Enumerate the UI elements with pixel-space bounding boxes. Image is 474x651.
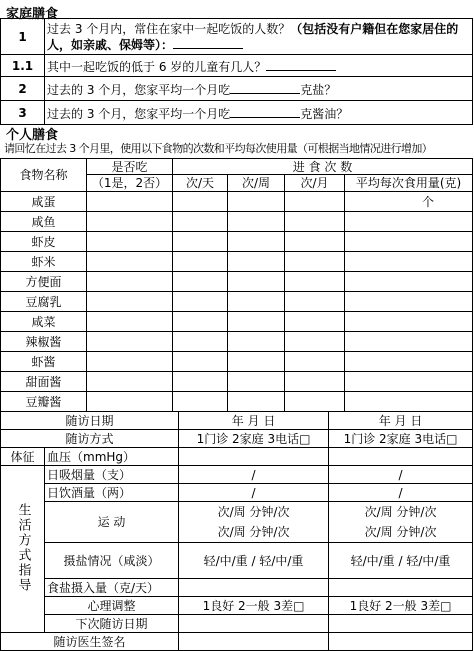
row-number: 3 (1, 101, 45, 125)
salt-value-1[interactable]: 轻/中/重 / 轻/中/重 (179, 543, 329, 579)
eaten-cell[interactable] (87, 232, 173, 252)
eaten-cell[interactable] (87, 252, 173, 272)
per-day-cell[interactable] (173, 272, 228, 292)
per-month-cell[interactable] (285, 272, 345, 292)
question-note: （包括没有户籍但在您家居住的人，如亲戚、保姆等）： (47, 21, 459, 52)
eaten-cell[interactable] (87, 312, 173, 332)
food-row (1, 212, 473, 232)
eaten-cell[interactable] (87, 332, 173, 352)
per-month-cell[interactable] (285, 192, 345, 212)
drink-value-2[interactable]: / (329, 484, 473, 502)
avg-amount-cell[interactable] (345, 392, 473, 412)
eaten-cell[interactable] (87, 212, 173, 232)
food-header-row-1 (1, 159, 473, 175)
per-day-cell[interactable] (173, 252, 228, 272)
food-name: 辣椒酱 (1, 332, 87, 352)
blood-pressure-row (1, 448, 473, 466)
food-row (1, 312, 473, 332)
per-week-cell[interactable] (228, 212, 285, 232)
salt-value-2[interactable]: 轻/中/重 / 轻/中/重 (329, 543, 473, 579)
answer-blank[interactable] (230, 105, 300, 118)
visit-date-2[interactable]: 年 月 日 (329, 412, 473, 430)
row-number: 2 (1, 77, 45, 101)
per-month-cell[interactable] (285, 232, 345, 252)
per-month-header: 次/月 (285, 175, 345, 192)
blood-pressure-1[interactable] (179, 448, 329, 466)
answer-blank[interactable] (173, 36, 243, 49)
household-row-1-1 (1, 55, 473, 77)
household-question-1-1[interactable] (45, 55, 473, 77)
household-row-1 (1, 19, 473, 55)
exercise-line: 次/周 分钟/次 (364, 525, 437, 539)
eaten-subheader: （1是，2否） (87, 175, 173, 192)
per-week-cell[interactable] (228, 292, 285, 312)
visit-method-label: 随访方式 (1, 430, 179, 448)
per-week-cell[interactable] (228, 312, 285, 332)
exercise-label: 运 动 (45, 502, 179, 543)
per-week-cell[interactable] (228, 272, 285, 292)
next-date-1[interactable] (179, 615, 329, 633)
per-month-cell[interactable] (285, 332, 345, 352)
per-day-cell[interactable] (173, 332, 228, 352)
salt-intake-2[interactable] (329, 579, 473, 597)
salt-intake-label: 食盐摄入量（克/天） (45, 579, 179, 597)
per-day-cell[interactable] (173, 312, 228, 332)
personal-section-title: 个人膳食 (6, 128, 59, 143)
salt-intake-1[interactable] (179, 579, 329, 597)
exercise-line: 次/周 分钟/次 (364, 505, 437, 519)
food-name: 豆腐乳 (1, 292, 87, 312)
per-month-cell[interactable] (285, 352, 345, 372)
exercise-line: 次/周 分钟/次 (217, 505, 290, 519)
eaten-cell[interactable] (87, 272, 173, 292)
per-month-cell[interactable] (285, 312, 345, 332)
mental-label: 心理调整 (45, 597, 179, 615)
salt-intake-row (1, 579, 473, 597)
drink-value-1[interactable]: / (179, 484, 329, 502)
avg-amount-cell[interactable] (345, 352, 473, 372)
eaten-cell[interactable] (87, 392, 173, 412)
smoke-label: 日吸烟量（支） (45, 466, 179, 484)
visit-method-row (1, 430, 473, 448)
salt-label: 摄盐情况（咸淡） (45, 543, 179, 579)
household-section-title: 家庭膳食 (6, 7, 59, 22)
per-week-cell[interactable] (228, 352, 285, 372)
eaten-cell[interactable] (87, 292, 173, 312)
eaten-cell[interactable] (87, 352, 173, 372)
household-table (0, 18, 473, 125)
row-number: 1.1 (1, 55, 45, 77)
mental-row (1, 597, 473, 615)
exercise-value-2[interactable] (329, 502, 473, 543)
food-row (1, 252, 473, 272)
food-row (1, 352, 473, 372)
per-week-cell[interactable] (228, 192, 285, 212)
food-name: 豆瓣酱 (1, 392, 87, 412)
food-row (1, 192, 473, 212)
food-row (1, 272, 473, 292)
frequency-header: 进 食 次 数 (173, 159, 473, 175)
mental-value-2[interactable]: 1良好 2一般 3差□ (329, 597, 473, 615)
next-date-label: 下次随访日期 (45, 615, 179, 633)
lifestyle-label: 生活方式指导 (15, 502, 31, 593)
food-name: 咸鱼 (1, 212, 87, 232)
food-row (1, 392, 473, 412)
mental-value-1[interactable]: 1良好 2一般 3差□ (179, 597, 329, 615)
followup-table (0, 411, 473, 651)
food-name: 虾皮 (1, 232, 87, 252)
household-row-3 (1, 101, 473, 125)
per-month-cell[interactable] (285, 212, 345, 232)
per-day-header: 次/天 (173, 175, 228, 192)
per-day-cell[interactable] (173, 392, 228, 412)
visit-method-1[interactable]: 1门诊 2家庭 3电话□ (179, 430, 329, 448)
eaten-cell[interactable] (87, 372, 173, 392)
question-suffix: 克酱油？ (300, 106, 349, 121)
avg-amount-cell[interactable] (345, 332, 473, 352)
avg-amount-cell[interactable] (345, 252, 473, 272)
avg-amount-cell[interactable] (345, 292, 473, 312)
food-row (1, 292, 473, 312)
visit-method-2[interactable]: 1门诊 2家庭 3电话□ (329, 430, 473, 448)
per-day-cell[interactable] (173, 192, 228, 212)
food-row (1, 332, 473, 352)
question-text: 过去的 3 个月，您家平均一个月吃 (47, 106, 231, 121)
visit-date-label: 随访日期 (1, 412, 179, 430)
smoke-value-2[interactable]: / (329, 466, 473, 484)
answer-blank[interactable] (230, 81, 300, 94)
next-date-row (1, 615, 473, 633)
food-name: 虾米 (1, 252, 87, 272)
avg-amount-header: 平均每次食用量(克) (345, 175, 473, 192)
per-week-cell[interactable] (228, 392, 285, 412)
food-row (1, 372, 473, 392)
smoke-row (1, 466, 473, 484)
avg-amount-cell[interactable] (345, 212, 473, 232)
food-name: 咸菜 (1, 312, 87, 332)
per-day-cell[interactable] (173, 352, 228, 372)
avg-amount-cell[interactable] (345, 232, 473, 252)
exercise-value-1[interactable] (179, 502, 329, 543)
salt-row (1, 543, 473, 579)
household-question-1[interactable] (45, 19, 473, 55)
eaten-header: 是否吃 (87, 159, 173, 175)
avg-amount-cell[interactable] (345, 312, 473, 332)
per-week-cell[interactable] (228, 332, 285, 352)
household-row-2 (1, 77, 473, 101)
question-suffix: 克盐？ (300, 82, 337, 97)
blood-pressure-2[interactable] (329, 448, 473, 466)
avg-amount-cell[interactable] (345, 272, 473, 292)
household-question-2[interactable] (45, 77, 473, 101)
food-name: 甜面酱 (1, 372, 87, 392)
smoke-value-1[interactable]: / (179, 466, 329, 484)
drink-row (1, 484, 473, 502)
visit-date-1[interactable]: 年 月 日 (179, 412, 329, 430)
avg-amount-cell[interactable] (345, 372, 473, 392)
per-day-cell[interactable] (173, 212, 228, 232)
food-name: 咸蛋 (1, 192, 87, 212)
question-text: 过去 3 个月内，常住在家中一起吃饭的人数？ (47, 21, 291, 36)
per-week-header: 次/周 (228, 175, 285, 192)
per-month-cell[interactable] (285, 252, 345, 272)
per-week-cell[interactable] (228, 232, 285, 252)
per-day-cell[interactable] (173, 372, 228, 392)
household-question-3[interactable] (45, 101, 473, 125)
per-month-cell[interactable] (285, 372, 345, 392)
per-week-cell[interactable] (228, 372, 285, 392)
food-name: 虾酱 (1, 352, 87, 372)
drink-label: 日饮酒量（两） (45, 484, 179, 502)
food-name-header: 食物名称 (1, 159, 87, 192)
answer-blank[interactable] (266, 58, 336, 71)
visit-date-row (1, 412, 473, 430)
per-day-cell[interactable] (173, 232, 228, 252)
per-day-cell[interactable] (173, 292, 228, 312)
question-text: 过去的 3 个月，您家平均一个月吃 (47, 82, 231, 97)
doctor-sign-label: 随访医生签名 (1, 633, 179, 651)
eaten-cell[interactable] (87, 192, 173, 212)
per-month-cell[interactable] (285, 292, 345, 312)
food-row (1, 232, 473, 252)
per-month-cell[interactable] (285, 392, 345, 412)
row-number: 1 (1, 19, 45, 55)
next-date-2[interactable] (329, 615, 473, 633)
food-name: 方便面 (1, 272, 87, 292)
vitals-label: 体征 (1, 448, 45, 466)
avg-amount-cell[interactable]: 个 (345, 192, 473, 212)
exercise-row (1, 502, 473, 543)
question-text: 其中一起吃饭的低于 6 岁的儿童有几人？ (47, 59, 267, 74)
blood-pressure-label: 血压（mmHg） (45, 448, 179, 466)
per-week-cell[interactable] (228, 252, 285, 272)
exercise-line: 次/周 分钟/次 (217, 525, 290, 539)
lifestyle-label-cell (1, 466, 45, 633)
food-frequency-table (0, 158, 473, 412)
personal-instruction: 请回忆在过去 3 个月里，使用以下食物的次数和平均每次使用量（可根据当地情况进行增加） (4, 142, 433, 155)
